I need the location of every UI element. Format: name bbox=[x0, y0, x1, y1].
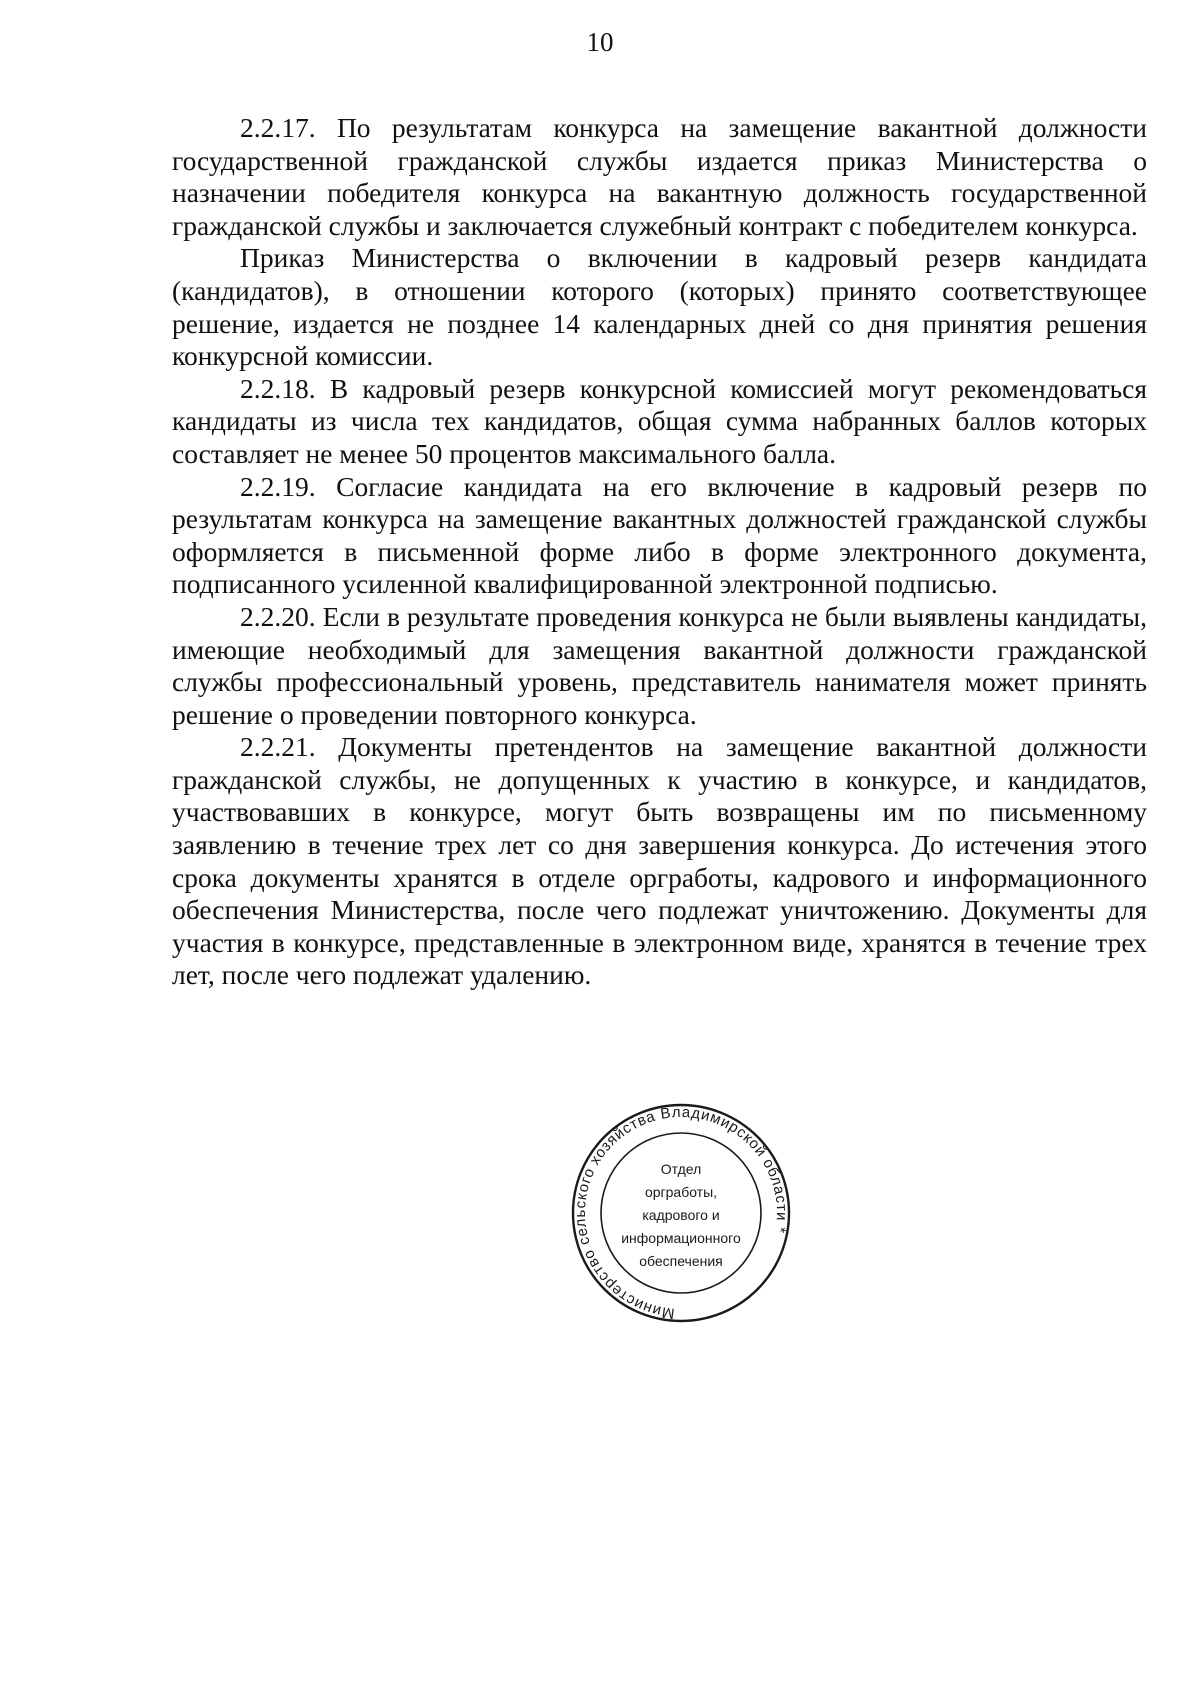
page-number: 10 bbox=[586, 27, 614, 57]
stamp-line-3: кадрового и bbox=[642, 1207, 720, 1223]
paragraph-2-2-17: 2.2.17. По результатам конкурса на замещение вакантной должности государственной гражданской службы издается приказ Министерства о назначении победителя конкурса на вакантную должность государственной гражданской службы и заключается служебный контракт с победителем конкурса. bbox=[172, 112, 1147, 241]
paragraph-2-2-19: 2.2.19. Согласие кандидата на его включение в кадровый резерв по результатам конкурса на замещение вакантных должностей гражданской службы оформляется в письменной форме либо в форме электронного документа, подписанного усиленной квалифицированной электронной подписью. bbox=[172, 470, 1147, 600]
paragraph-2-2-18: 2.2.18. В кадровый резерв конкурсной комиссией могут рекомендоваться кандидаты из числа тех кандидатов, общая сумма набранных баллов которых составляет не менее 50 процентов максимального балла. bbox=[172, 372, 1147, 469]
stamp-line-4: информационного bbox=[621, 1230, 741, 1246]
paragraph-2-2-20: 2.2.20. Если в результате проведения конкурса не были выявлены кандидаты, имеющие необходимый для замещения вакантной должности гражданской службы профессиональный уровень, представитель нанимателя может принять решение о проведении повторного конкурса. bbox=[172, 600, 1147, 730]
paragraph-reserve-order: Приказ Министерства о включении в кадровый резерв кандидата (кандидатов), в отношении которого (которых) принято соответствующее решение, издается не позднее 14 календарных дней со дня принятия решения конкурсной комиссии. bbox=[172, 242, 1147, 372]
official-stamp bbox=[570, 1102, 792, 1324]
stamp-ring-text: Министерство сельского хозяйства Владимирской области * bbox=[571, 1103, 791, 1322]
stamp-line-2: оргработы, bbox=[644, 1184, 718, 1200]
stamp-line-5: обеспечения bbox=[639, 1253, 723, 1269]
stamp-seal-icon bbox=[570, 1102, 792, 1324]
document-body bbox=[172, 112, 1147, 992]
paragraph-2-2-21: 2.2.21. Документы претендентов на замещение вакантной должности гражданской службы, не допущенных к участию в конкурсе, и кандидатов, участвовавших в конкурсе, могут быть возвращены им по письменному заявлению в течение трех лет со дня завершения конкурса. До истечения этого срока документы хранятся в отделе оргработы, кадрового и информационного обеспечения Министерства, после чего подлежат уничтожению. Документы для участия в конкурсе, представленные в электронном виде, хранятся в течение трех лет, после чего подлежат удалению. bbox=[172, 731, 1147, 991]
stamp-line-1: Отдел bbox=[660, 1161, 702, 1177]
